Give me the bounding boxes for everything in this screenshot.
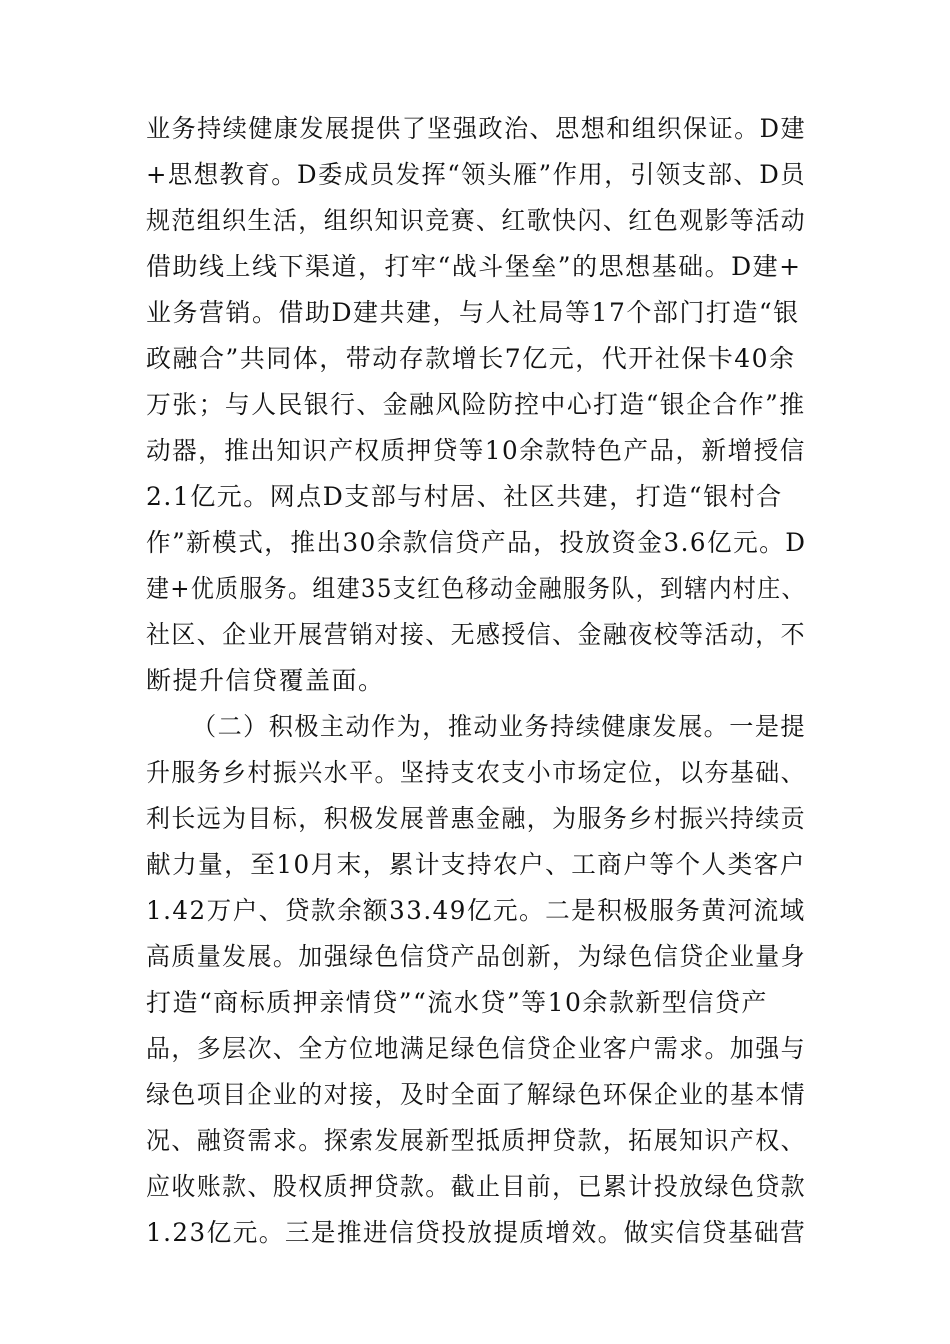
text-line: 品，多层次、全方位地满足绿色信贷企业客户需求。加强与 bbox=[146, 1034, 807, 1063]
text-line: 利长远为目标，积极发展普惠金融，为服务乡村振兴持续贡 bbox=[146, 804, 807, 833]
text-line: 况、融资需求。探索发展新型抵质押贷款，拓展知识产权、 bbox=[146, 1126, 807, 1155]
text-line: 社区、企业开展营销对接、无感授信、金融夜校等活动，不 bbox=[146, 620, 807, 649]
text-line: 2.1亿元。网点D支部与村居、社区共建，打造“银村合 bbox=[146, 482, 783, 511]
text-line: 打造“商标质押亲情贷”“流水贷”等10余款新型信贷产 bbox=[146, 988, 768, 1017]
text-line: 业务持续健康发展提供了坚强政治、思想和组织保证。D建 bbox=[146, 114, 807, 143]
text-line: 万张；与人民银行、金融风险防控中心打造“银企合作”推 bbox=[146, 390, 806, 419]
text-line: 作”新模式，推出30余款信贷产品，投放资金3.6亿元。D bbox=[146, 528, 807, 557]
text-line: 规范组织生活，组织知识竞赛、红歌快闪、红色观影等活动 bbox=[146, 206, 807, 235]
text-line: 借助线上线下渠道，打牢“战斗堡垒”的思想基础。D建+ bbox=[146, 252, 802, 281]
text-line: 绿色项目企业的对接，及时全面了解绿色环保企业的基本情 bbox=[146, 1080, 807, 1109]
text-line: 1.42万户、贷款余额33.49亿元。二是积极服务黄河流域 bbox=[146, 896, 806, 925]
text-line: +思想教育。D委成员发挥“领头雁”作用，引领支部、D员 bbox=[146, 160, 807, 189]
text-line: 献力量，至10月末，累计支持农户、工商户等个人类客户 bbox=[146, 850, 806, 879]
text-line: 升服务乡村振兴水平。坚持支农支小市场定位，以夯基础、 bbox=[146, 758, 807, 787]
text-line: 动器，推出知识产权质押贷等10余款特色产品，新增授信 bbox=[146, 436, 806, 465]
text-line: 业务营销。借助D建共建，与人社局等17个部门打造“银 bbox=[146, 298, 800, 327]
text-line: 断提升信贷覆盖面。 bbox=[146, 666, 385, 695]
text-line: 建+优质服务。组建35支红色移动金融服务队，到辖内村庄、 bbox=[146, 574, 806, 603]
text-line: 高质量发展。加强绿色信贷产品创新，为绿色信贷企业量身 bbox=[146, 942, 807, 971]
text-line: 政融合”共同体，带动存款增长7亿元，代开社保卡40余 bbox=[146, 344, 796, 373]
section-heading-line: （二）积极主动作为，推动业务持续健康发展。一是提 bbox=[192, 712, 807, 741]
text-line: 应收账款、股权质押贷款。截止目前，已累计投放绿色贷款 bbox=[146, 1172, 807, 1201]
text-line: 1.23亿元。三是推进信贷投放提质增效。做实信贷基础营 bbox=[146, 1218, 807, 1247]
